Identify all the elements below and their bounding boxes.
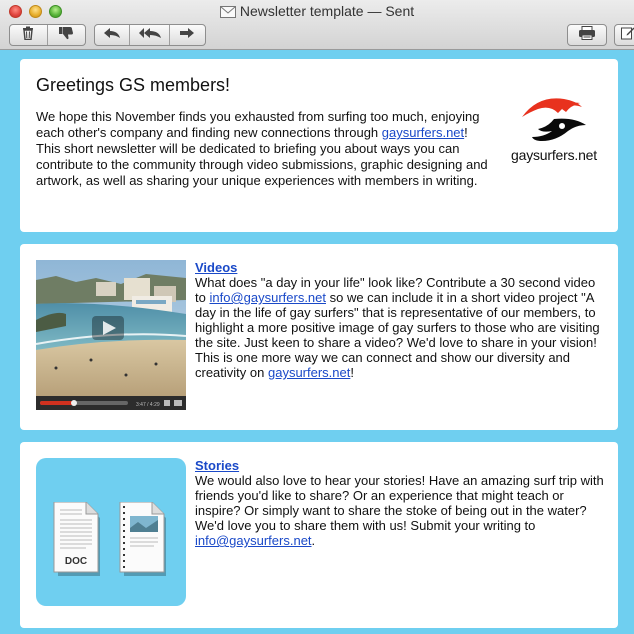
video-thumbnail[interactable] xyxy=(36,260,186,410)
window-titlebar xyxy=(0,0,634,50)
forward-button[interactable] xyxy=(170,25,205,45)
videos-card xyxy=(20,244,618,430)
window-title-text: Newsletter template — Sent xyxy=(239,3,415,19)
stories-card xyxy=(20,442,618,628)
stories-section-text xyxy=(195,458,605,548)
intro-paragraph xyxy=(36,109,491,189)
print-group xyxy=(567,24,607,46)
compose-icon xyxy=(621,26,634,45)
thumbs-down-icon xyxy=(58,26,74,45)
envelope-icon xyxy=(220,5,236,21)
forward-icon xyxy=(179,26,195,44)
stories-email-link[interactable]: info@gaysurfers.net xyxy=(195,533,312,548)
window-title xyxy=(0,3,634,21)
delete-junk-group xyxy=(9,24,86,46)
videos-text-part2: so we can include it in a short video project "A day in the life of gay surfers" that is representative of our members, to highlight a more positive image of gay surfers to those who are visiting the site. Just keen to share a video? We'd love to share in your vision! This is one more way we can connect and show our diversity and creativity on xyxy=(195,290,600,380)
video-player-time: 3:47 / 4:29 xyxy=(136,402,160,408)
doc-label: DOC xyxy=(64,556,88,567)
reply-all-button[interactable] xyxy=(130,25,169,45)
reply-button[interactable] xyxy=(95,25,130,45)
videos-section-text xyxy=(195,260,605,380)
print-button[interactable] xyxy=(568,25,606,45)
intro-card xyxy=(20,59,618,232)
image-document-icon xyxy=(118,502,168,581)
intro-text-part1: We hope this November finds you exhausted from surfing too much, enjoying each other's company and finding new connections through xyxy=(36,109,480,140)
stories-text-part1: We would also love to hear your stories! Have an amazing surf trip with friends you'd like to share? Or an experience that might teach or inspire? Or simply want to share the stoke of being out in the water? We'd love you to share them with us! Submit your writing to xyxy=(195,473,604,533)
videos-text-part1: What does "a day in your life" look like? Contribute a 30 second video to xyxy=(195,275,596,305)
reply-forward-group xyxy=(94,24,206,46)
intro-text-part2: ! This short newsletter will be dedicated to briefing you about ways you can contribute to the community through video submissions, graphic designing and artwork, as well as sharing your unique experiences with members in writing. xyxy=(36,125,488,188)
printer-icon xyxy=(578,26,596,45)
delete-button[interactable] xyxy=(10,25,48,45)
logo-wordmark: gaysurfers.net xyxy=(511,147,597,163)
reply-all-icon xyxy=(138,26,162,44)
videos-text-part3: ! xyxy=(350,365,354,380)
newsletter-greeting-title: Greetings GS members! xyxy=(36,75,231,95)
gaysurfers-link[interactable]: gaysurfers.net xyxy=(381,125,465,140)
reply-icon xyxy=(103,26,121,44)
junk-button[interactable] xyxy=(48,25,86,45)
trash-icon xyxy=(21,26,35,45)
document-icons-panel xyxy=(36,458,186,606)
stories-text-part2: . xyxy=(311,533,316,548)
stories-heading-link[interactable]: Stories xyxy=(195,458,240,473)
compose-button[interactable] xyxy=(615,25,634,45)
videos-site-link[interactable]: gaysurfers.net xyxy=(267,365,351,380)
doc-file-icon xyxy=(52,502,102,581)
videos-email-link[interactable]: info@gaysurfers.net xyxy=(209,290,326,305)
videos-heading-link[interactable]: Videos xyxy=(195,260,238,275)
compose-group xyxy=(614,24,634,46)
